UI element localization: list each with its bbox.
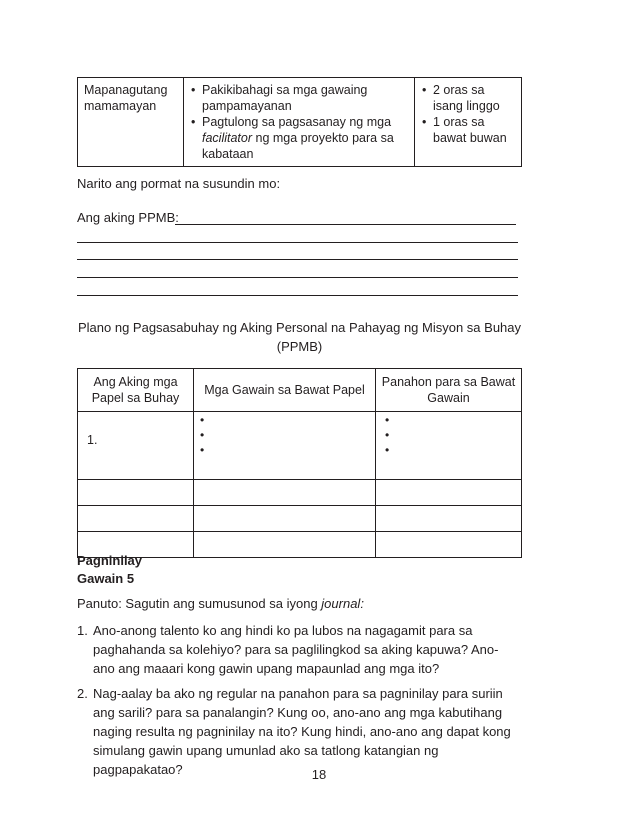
activity-item xyxy=(190,114,408,162)
page-number: 18 xyxy=(311,767,327,782)
question-list xyxy=(77,621,517,779)
instruction-italic-text: journal: xyxy=(321,596,364,611)
activity-text: Pagtulong sa pagsasanay ng mga xyxy=(202,115,392,129)
time-cell xyxy=(415,78,522,167)
activity-item xyxy=(190,82,408,114)
question-item xyxy=(77,684,517,779)
time-text: 2 oras sa isang linggo xyxy=(433,83,500,113)
header-cell: Ang Aking mga Papel sa Buhay xyxy=(78,369,194,412)
activity-text: ng mga proyekto para sa kabataan xyxy=(202,131,394,161)
answer-line xyxy=(77,242,518,243)
empty-cell xyxy=(376,506,522,532)
roles-table xyxy=(77,77,522,167)
bullet-list: • • • xyxy=(385,413,390,457)
plan-table xyxy=(77,368,522,558)
question-number: 2. xyxy=(77,686,88,701)
empty-cell xyxy=(78,506,194,532)
empty-cell xyxy=(194,506,376,532)
question-text: Ano-anong talento ko ang hindi ko pa lubos na nagagamit para sa paghahanda sa kolehiyo? para sa paglilingkod sa aking kapuwa? Ano-ano ang maaari kong gawin upang mapaunlad ang mga ito? xyxy=(93,623,499,676)
header-cell: Mga Gawain sa Bawat Papel xyxy=(194,369,376,412)
activity-italic-text: facilitator xyxy=(202,131,253,145)
empty-cell xyxy=(194,480,376,506)
time-item xyxy=(421,114,515,146)
plan-title-line: Plano ng Pagsasabuhay ng Aking Personal na Pahayag ng Misyon sa Buhay xyxy=(77,320,522,335)
activities-bullets-cell xyxy=(194,412,376,480)
time-item xyxy=(421,82,515,114)
activity-title: Gawain 5 xyxy=(77,571,135,586)
answer-line xyxy=(77,277,518,278)
answer-line xyxy=(77,295,518,296)
time-bullets-cell xyxy=(376,412,522,480)
ppmb-label: Ang aking PPMB: xyxy=(77,210,179,225)
empty-cell xyxy=(78,480,194,506)
row-number: 1. xyxy=(87,433,98,447)
empty-cell xyxy=(376,532,522,558)
answer-line xyxy=(77,259,518,260)
role-cell xyxy=(78,78,184,167)
format-intro: Narito ang pormat na susundin mo: xyxy=(77,176,281,191)
instruction-text: Panuto: Sagutin ang sumusunod sa iyong xyxy=(77,596,322,611)
time-text: 1 oras sa bawat buwan xyxy=(433,115,507,145)
question-number: 1. xyxy=(77,623,88,638)
question-text: Nag-aalay ba ako ng regular na panahon para sa pagninilay para suriin ang sarili? para sa panalangin? Kung oo, ano-ano ang mga kabutihang naging resulta ng pagninilay na ito? Kung hindi, ano-ano ang dapat kong simulang gawin upang umunlad ako sa tatlong katangian ng pagpapakatao? xyxy=(93,686,511,777)
bullet-list: • • • xyxy=(200,413,205,457)
activities-cell xyxy=(184,78,415,167)
plan-title xyxy=(77,318,522,356)
question-item xyxy=(77,621,517,678)
empty-cell xyxy=(194,532,376,558)
instruction xyxy=(77,596,364,611)
plan-title-line: (PPMB) xyxy=(276,339,323,354)
header-cell: Panahon para sa Bawat Gawain xyxy=(376,369,522,412)
role-text: Mapanagutang mamamayan xyxy=(84,83,168,113)
activity-text: Pakikibahagi sa mga gawaing pampamayanan xyxy=(202,83,368,113)
empty-cell xyxy=(376,480,522,506)
row-number-cell xyxy=(78,412,194,480)
section-title: Pagninilay xyxy=(77,553,143,568)
ppmb-answer-line xyxy=(175,224,516,225)
